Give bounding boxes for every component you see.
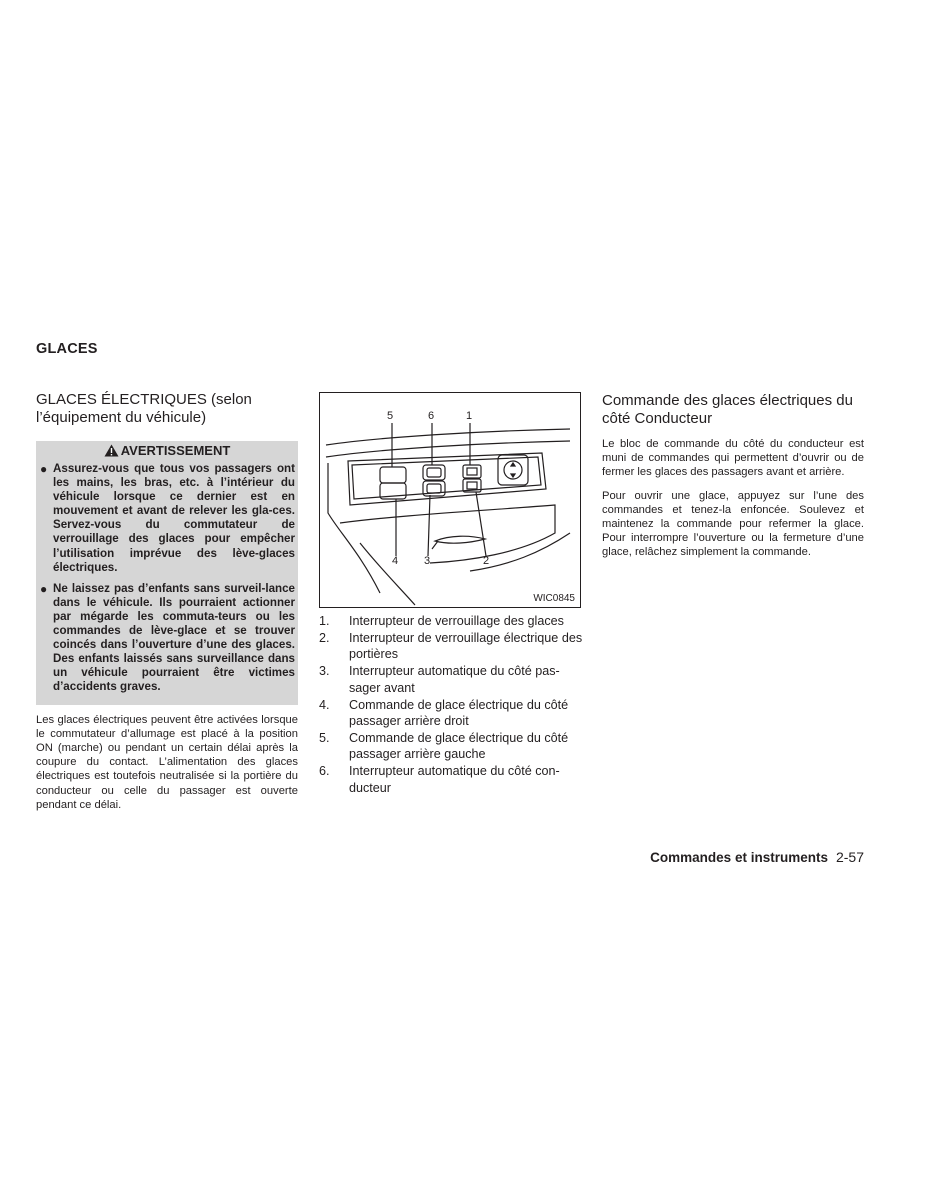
callout-4-label: 4: [392, 555, 399, 567]
warning-list: [36, 461, 298, 701]
legend-text: Interrupteur de verrouillage des glaces: [349, 614, 564, 628]
legend-number: 6.: [319, 764, 330, 779]
legend-number: 5.: [319, 730, 330, 745]
right-column: [602, 392, 864, 560]
legend-item: [319, 730, 584, 763]
callout-2-label: 2: [483, 555, 490, 567]
switch-panel-illustration: [320, 393, 580, 607]
figure-code: WIC0845: [533, 593, 575, 604]
warning-item: [36, 461, 298, 581]
bullet-icon: ●: [40, 581, 48, 596]
page-footer: [650, 849, 864, 865]
callout-5-label: 5: [387, 410, 394, 422]
driver-controls-paragraph: Le bloc de commande du côté du conducteur est muni de commandes qui permettent d’ouvrir ou de fermer les glaces des passagers avant et arrière.: [602, 438, 864, 479]
legend-item: [319, 613, 584, 629]
warning-item: [36, 581, 298, 701]
legend-item: [319, 697, 584, 730]
legend-number: 4.: [319, 697, 330, 712]
legend-text: Interrupteur automatique du côté con-ducteur: [349, 764, 560, 795]
callout-1-label: 1: [466, 410, 473, 422]
driver-controls-heading: Commande des glaces électriques du côté Conducteur: [602, 392, 853, 427]
legend-item: [319, 763, 584, 796]
warning-triangle-icon: [104, 443, 119, 463]
driver-controls-paragraph: Pour ouvrir une glace, appuyez sur l’une des commandes et tenez-la enfoncée. Soulevez et maintenez la commande pour refermer la glace. Pour interrompre l’ouverture ou la fermeture d’une glace, relâchez simplement la commande.: [602, 489, 864, 559]
callout-6-label: 6: [428, 410, 435, 422]
bullet-icon: ●: [40, 462, 48, 476]
legend-number: 2.: [319, 630, 330, 645]
warning-header: [36, 441, 298, 461]
warning-title: AVERTISSEMENT: [120, 443, 231, 458]
legend-item: [319, 630, 584, 663]
power-windows-heading: GLACES ÉLECTRIQUES (selon l’équipement du véhicule): [36, 391, 252, 426]
power-windows-body: Les glaces électriques peuvent être activées lorsque le commutateur d’allumage est placé à la position ON (marche) ou pendant un certain délai après la coupure du contact. L’alimentation des glaces électriques est toutefois neutralisée si la portière du conducteur ou celle du passager est ouverte pendant ce délai.: [36, 713, 298, 811]
page-number: 2-57: [835, 849, 864, 865]
callout-3-label: 3: [424, 555, 431, 567]
legend-number: 1.: [319, 614, 330, 628]
legend-text: Interrupteur de verrouillage électrique des portières: [349, 630, 583, 662]
left-column: [36, 391, 298, 812]
figure-legend: [319, 613, 584, 796]
legend-item: [319, 663, 584, 696]
warning-item-text: Assurez-vous que tous vos passagers ont les mains, les bras, etc. à l’intérieur du véhicule lorsque ce dernier est en mouvement et avant de relever les gla-ces. Servez-vous du commutateur de verrouillage des glaces pour empêcher l’utilisation imprévue des lève-glaces électriques.: [53, 462, 295, 574]
chapter-title: Commandes et instruments: [650, 850, 828, 865]
legend-number: 3.: [319, 664, 330, 679]
section-title: GLACES: [36, 341, 98, 357]
legend-text: Interrupteur automatique du côté pas-sager avant: [349, 664, 560, 695]
legend-text: Commande de glace électrique du côté passager arrière gauche: [349, 730, 569, 762]
warning-box: [36, 441, 298, 705]
warning-item-text: Ne laissez pas d’enfants sans surveil-lance dans le véhicule. Ils pourraient actionner par mégarde les commuta-teurs ou les commandes de lève-glace et se trouver coincés dans l’ouverture d’une des glaces. Des enfants laissés sans surveillance dans un véhicule pourraient être victimes d’accidents graves.: [53, 581, 295, 694]
legend-text: Commande de glace électrique du côté passager arrière droit: [349, 697, 569, 728]
switch-panel-figure: [319, 392, 581, 608]
